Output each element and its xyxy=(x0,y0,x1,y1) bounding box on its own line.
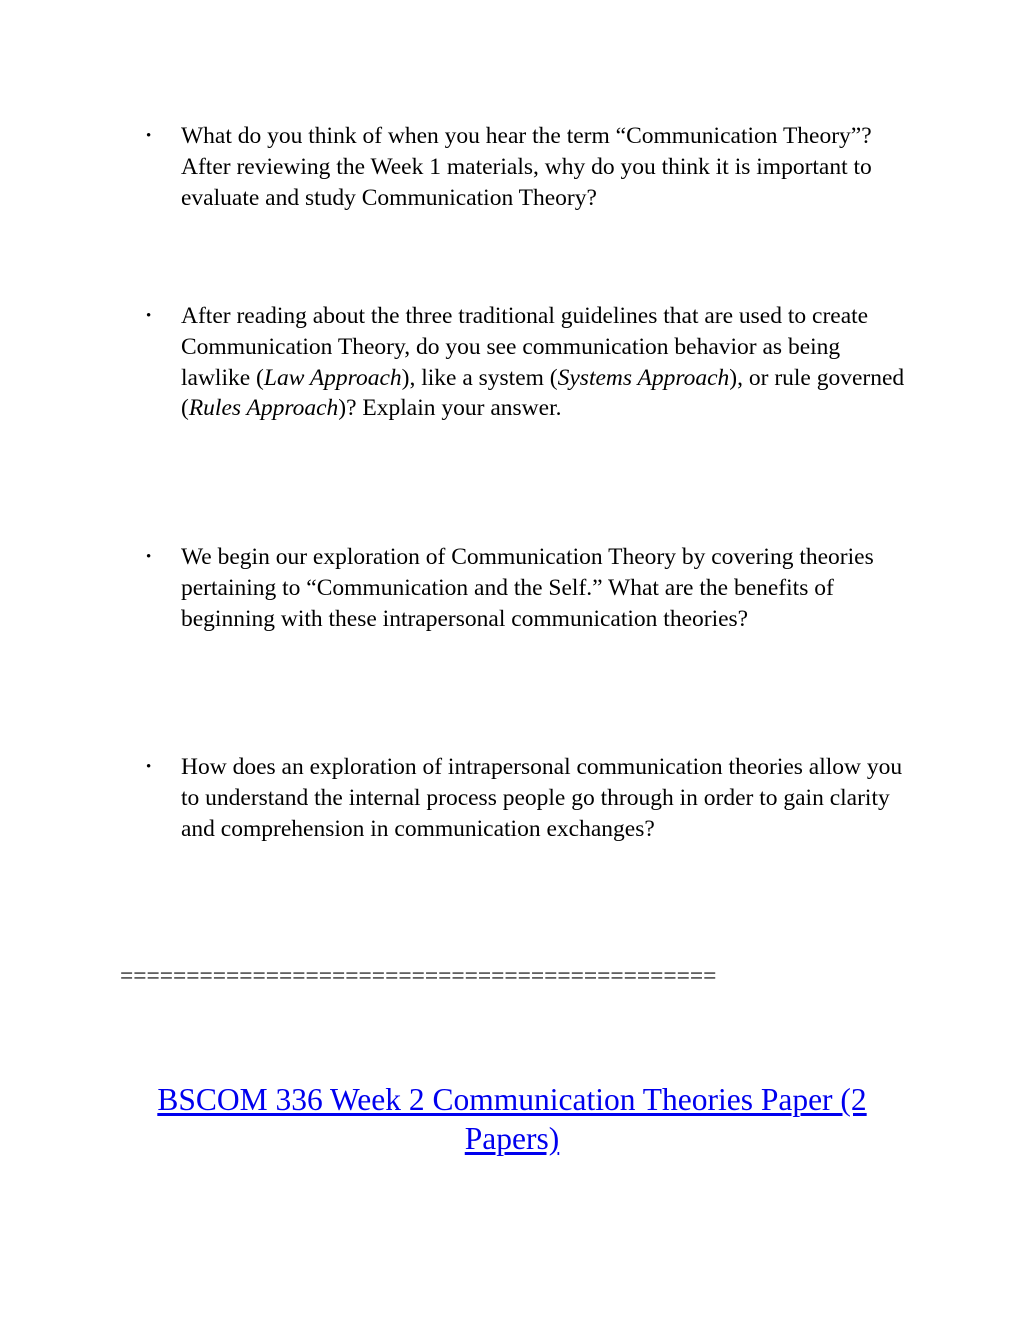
approach-term: Systems Approach xyxy=(557,364,730,391)
question-item-4 xyxy=(146,752,906,844)
bullet-icon: • xyxy=(146,128,152,144)
bullet-icon: • xyxy=(146,308,152,324)
question-segment: )? Explain your answer. xyxy=(338,395,562,422)
question-segment: How does an exploration of intrapersonal communication theories allow you to understand the internal process people go through in order to gain clarity and comprehension in communication exchanges? xyxy=(181,754,903,842)
bullet-icon: • xyxy=(146,549,152,565)
question-segment: What do you think of when you hear the term “Communication Theory”? After reviewing the Week 1 materials, why do you think it is important to evaluate and study Communication Theory? xyxy=(181,123,872,211)
separator-line: ============================================= xyxy=(120,963,717,989)
question-segment: After reading about the three traditional guidelines that are used to create Communication Theory, do you see communication behavior as being lawlike ( xyxy=(181,303,869,391)
paper-link[interactable]: BSCOM 336 Week 2 Communication Theories Paper (2 Papers) xyxy=(157,1082,867,1156)
question-text xyxy=(181,303,904,421)
question-text xyxy=(181,754,902,842)
question-item-3 xyxy=(146,542,906,634)
question-segment: We begin our exploration of Communication Theory by covering theories pertaining to “Communication and the Self.” What are the benefits of beginning with these intrapersonal communication theories? xyxy=(181,544,874,632)
approach-term: Rules Approach xyxy=(188,395,339,422)
question-text xyxy=(181,123,872,211)
question-segment: ), like a system ( xyxy=(401,364,558,391)
question-item-1 xyxy=(146,121,906,213)
approach-term: Law Approach xyxy=(263,364,402,391)
paper-link-heading xyxy=(110,1080,914,1158)
question-item-2 xyxy=(146,301,906,424)
question-text xyxy=(181,544,874,632)
question-segment: ), or rule governed ( xyxy=(181,364,905,422)
bullet-icon: • xyxy=(146,759,152,775)
